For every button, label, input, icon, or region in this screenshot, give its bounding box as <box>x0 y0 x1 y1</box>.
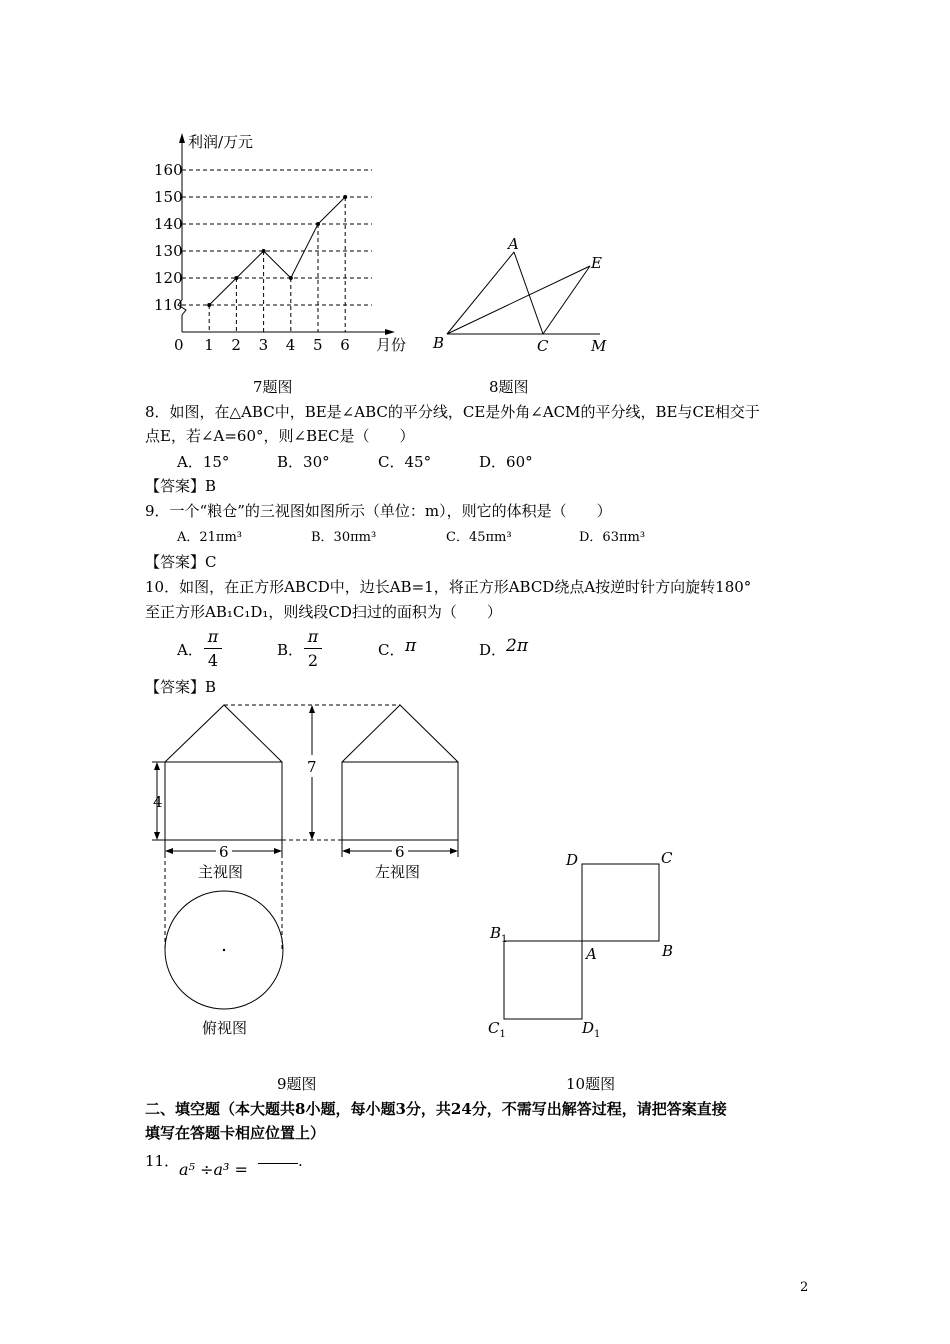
label-A: A <box>508 235 519 253</box>
x-axis-label: 月份 <box>376 336 407 354</box>
q8-option-a: A．15° <box>177 453 230 471</box>
q10-option-a: A． <box>177 641 203 659</box>
caption-fig9: 9题图 <box>277 1075 317 1093</box>
label-B: B <box>662 942 674 960</box>
caption-fig10: 10题图 <box>566 1075 616 1093</box>
caption-fig7: 7题图 <box>253 378 293 396</box>
q9-option-b: B．30πm³ <box>311 530 377 545</box>
label-A: A <box>586 945 597 963</box>
q10-option-c-value: π <box>405 636 417 656</box>
q10-option-d-value: 2π <box>506 636 528 656</box>
y-tick-label: 130 <box>154 242 183 260</box>
squares-figure-10 <box>480 845 700 1045</box>
q8-option-d: D．60° <box>479 453 533 471</box>
q8-option-c: C．45° <box>378 453 432 471</box>
q10-frac-a-num: π <box>207 627 219 646</box>
q8-answer: 【答案】B <box>145 477 217 495</box>
section2-line1: 二、填空题（本大题共8小题，每小题3分，共24分，不需写出解答过程，请把答案直接 <box>145 1100 727 1118</box>
y-tick-label: 140 <box>154 215 183 233</box>
section2-line2: 填写在答题卡相应位置上） <box>145 1124 326 1142</box>
q10-fraction-b <box>304 627 322 670</box>
label-B: B <box>433 334 445 352</box>
q10-frac-b-num: π <box>307 627 319 646</box>
y-tick-label: 120 <box>154 269 183 287</box>
q10-fraction-a <box>204 627 222 670</box>
q8-line1: 8．如图，在△ABC中，BE是∠ABC的平分线，CE是外角∠ACM的平分线，BE与CE相交于 <box>145 403 760 421</box>
x-axis-arrow <box>385 329 395 335</box>
q9-option-d: D．63πm³ <box>579 530 646 545</box>
y-tick-label: 110 <box>154 296 183 314</box>
dim-6-main: 6 <box>219 843 229 861</box>
y-axis-arrow <box>179 133 185 143</box>
q11-expression: a⁵ ÷a³ = <box>179 1160 248 1179</box>
q8-option-b: B．30° <box>277 453 330 471</box>
x-tick-label: 3 <box>258 336 269 354</box>
q9-option-a: A．21πm³ <box>177 530 243 545</box>
dim-7: 7 <box>307 758 317 776</box>
q10-option-d: D． <box>479 641 507 659</box>
x-tick-label: 4 <box>285 336 296 354</box>
caption-fig8: 8题图 <box>489 378 529 396</box>
data-point <box>234 276 238 280</box>
q10-frac-a-den: 4 <box>207 651 219 670</box>
q10-line1: 10．如图，在正方形ABCD中，边长AB=1，将正方形ABCD绕点A按逆时针方向旋转180° <box>145 578 752 596</box>
data-point <box>262 249 266 253</box>
triangle-figure-8 <box>425 230 625 360</box>
three-view-figure-9 <box>140 695 480 1045</box>
data-point <box>316 222 320 226</box>
left-view-label: 左视图 <box>375 863 421 881</box>
profit-line-chart <box>140 125 430 365</box>
data-point <box>343 195 347 199</box>
x-tick-label: 1 <box>204 336 214 354</box>
dim-6-left: 6 <box>395 843 405 861</box>
q9-line1: 9．一个“粮仓”的三视图如图所示（单位：m），则它的体积是（ ） <box>145 502 612 520</box>
dim-4: 4 <box>153 793 163 811</box>
q11-period: . <box>298 1152 303 1170</box>
label-M: M <box>591 337 607 355</box>
q10-option-b: B． <box>277 641 304 659</box>
page-number: 2 <box>800 1280 809 1295</box>
q9-answer: 【答案】C <box>145 553 217 571</box>
q8-line2: 点E，若∠A=60°，则∠BEC是（ ） <box>145 427 415 445</box>
x-tick-label: 6 <box>340 336 350 354</box>
y-tick-label: 150 <box>154 188 183 206</box>
y-axis-label: 利润/万元 <box>188 133 254 151</box>
q11-number: 11． <box>145 1152 180 1170</box>
x-tick-label: 0 <box>174 336 184 354</box>
x-tick-label: 2 <box>231 336 241 354</box>
label-C1: $C_1$ <box>488 1019 506 1040</box>
x-tick-label: 5 <box>313 336 323 354</box>
label-C: C <box>661 849 673 867</box>
q10-option-c: C． <box>378 641 405 659</box>
q10-answer: 【答案】B <box>145 678 217 696</box>
q11-answer-blank <box>258 1163 298 1164</box>
y-tick-label: 160 <box>154 161 183 179</box>
q10-line2: 至正方形AB₁C₁D₁，则线段CD扫过的面积为（ ） <box>145 603 502 621</box>
label-B1: $B_1$ <box>490 924 508 945</box>
q10-frac-b-den: 2 <box>307 651 319 670</box>
main-view-label: 主视图 <box>198 863 244 881</box>
data-point <box>207 303 211 307</box>
label-C: C <box>537 337 549 355</box>
top-view-label: 俯视图 <box>202 1019 248 1037</box>
q9-option-c: C．45πm³ <box>446 530 512 545</box>
label-D1: $D_1$ <box>582 1019 601 1040</box>
label-E: E <box>591 254 602 272</box>
data-point <box>289 276 293 280</box>
label-D: D <box>566 851 579 869</box>
